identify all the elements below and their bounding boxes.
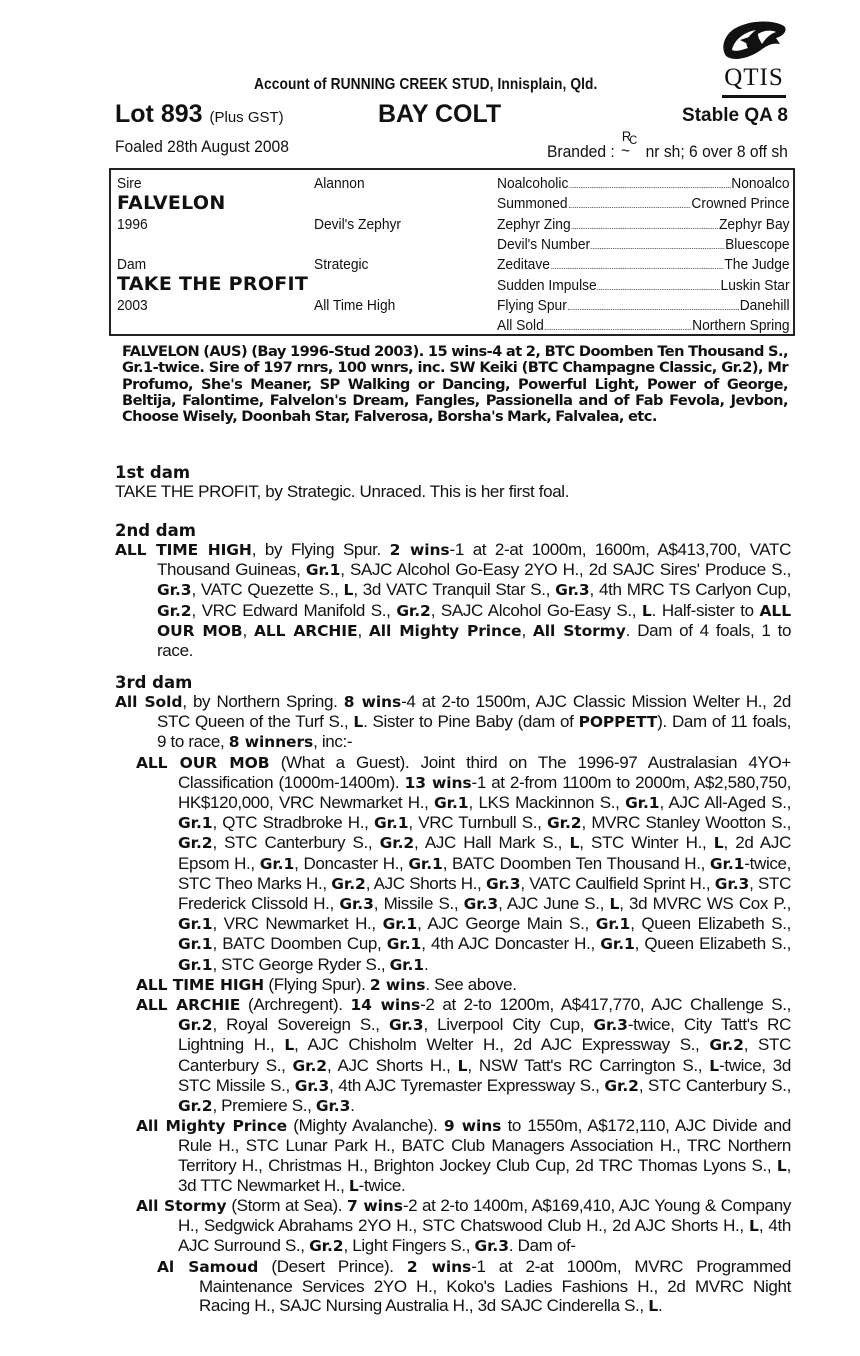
bold-highlight: 2 wins — [369, 975, 426, 994]
bold-highlight: Gr.2 — [604, 1076, 639, 1095]
bold-highlight: Gr.3 — [714, 874, 750, 893]
bold-highlight: Gr.2 — [292, 1056, 327, 1075]
bold-highlight: Gr.3 — [555, 581, 590, 600]
first-dam-text: TAKE THE PROFIT, by Strategic. Unraced. This is her first foal. — [115, 482, 570, 501]
bold-highlight: Gr.3 — [593, 1016, 628, 1035]
bold-highlight: L — [641, 601, 652, 620]
bold-highlight: L — [749, 1217, 759, 1236]
bold-highlight: ALL ARCHIE — [253, 621, 358, 640]
bold-highlight: L — [343, 581, 354, 600]
sire-summary: FALVELON (AUS) (Bay 1996-Stud 2003). 15 wins-4 at 2, BTC Doomben Ten Thousand S., Gr.1-twice. Sire of 197 rnrs, 100 wnrs, inc. SW Keiki (BTC Champagne Classic, Gr.2), Mr Profumo, She's Meaner, SP Walking or Dancing, Powerful Light, Power of George, Beltija, Falontime, Falvelon's Dream, Fangles, Passionella and of Fab Fevola, Jevbon, Choose Wisely, Doonbah Star, Falverosa, Borsha's Mark, Falvalea, etc. — [122, 343, 788, 426]
first-dam-section — [115, 463, 791, 501]
bold-highlight: L — [569, 834, 580, 853]
bold-highlight: All Sold — [115, 693, 183, 711]
sire-label: Sire — [117, 175, 142, 192]
dam-year: 2003 — [117, 297, 148, 314]
produce-entry: Al Samoud (Desert Prince). 2 wins-1 at 2-at 1000m, MVRC Programmed Maintenance Services 2YO H., Koko's Ladies Fashions H., 2d MVRC Night Racing H., SAJC Nursing Australia H., 3d SAJC Cinderella S., L. — [157, 1256, 792, 1316]
logo-underline — [722, 95, 786, 98]
produce-entry: ALL ARCHIE (Archregent). 14 wins-2 at 2-to 1200m, A$417,770, AJC Challenge S., Gr.2, Royal Sovereign S., Gr.3, Liverpool City Cup, Gr.3-twice, City Tatt's RC Lightning H., L, AJC Chisholm Welter H., 2d AJC Expressway S., Gr.2, STC Canterbury S., Gr.2, AJC Shorts H., L, NSW Tatt's RC Carrington S., L-twice, 3d STC Missile S., Gr.3, 4th AJC Tyremaster Expressway S., Gr.2, STC Canterbury S., Gr.2, Premiere S., Gr.3. — [136, 995, 792, 1116]
branded-detail: nr sh; 6 over 8 off sh — [645, 142, 788, 161]
grandparent-row: Devil's Number Bluescope — [497, 236, 790, 253]
bold-highlight: Gr.3 — [485, 874, 521, 893]
bold-highlight: Gr.1 — [600, 935, 635, 954]
bold-highlight: ALL OUR MOB — [136, 753, 270, 772]
bold-highlight: L — [353, 713, 364, 732]
bold-highlight: Gr.1 — [434, 794, 469, 813]
grandparent-row: Noalcoholic Nonoalco — [497, 175, 790, 192]
bold-highlight: All Stormy — [532, 621, 626, 640]
bold-highlight: Gr.2 — [309, 1237, 344, 1256]
bold-highlight: Al Samoud — [157, 1257, 259, 1276]
third-dam-heading: 3rd dam — [115, 673, 193, 692]
qtis-logo-text: QTIS — [724, 64, 784, 91]
bold-highlight: Gr.1 — [178, 935, 213, 954]
bold-highlight: Gr.1 — [625, 794, 660, 813]
bold-highlight: Gr.2 — [178, 1016, 213, 1035]
bold-highlight: Gr.2 — [178, 1097, 213, 1116]
bold-highlight: ALL OUR MOB — [157, 601, 791, 640]
bold-highlight: Gr.1 — [408, 854, 443, 873]
first-dam-heading: 1st dam — [115, 463, 191, 482]
bold-highlight: L — [776, 1156, 787, 1175]
grandparent-row: Sudden Impulse Luskin Star — [497, 277, 790, 294]
bold-highlight: Gr.1 — [709, 854, 745, 873]
bold-highlight: All Mighty Prince — [136, 1117, 287, 1136]
bold-highlight: Gr.3 — [339, 895, 374, 914]
lot-label: Lot 893 — [115, 100, 203, 128]
grandparent-row: All Sold Northern Spring — [497, 317, 790, 334]
bold-highlight: ALL TIME HIGH — [115, 541, 252, 559]
sire-name: FALVELON — [117, 192, 226, 214]
bold-highlight: 2 wins — [389, 541, 450, 559]
foaled-date: Foaled 28th August 2008 — [115, 137, 289, 156]
second-dam-heading: 2nd dam — [115, 521, 196, 540]
bold-highlight: Gr.2 — [396, 601, 431, 620]
bold-highlight: 9 wins — [443, 1117, 502, 1136]
bold-highlight: Gr.3 — [315, 1097, 351, 1116]
dam-dam: All Time High — [314, 297, 396, 314]
bold-highlight: Gr.3 — [463, 895, 499, 914]
bold-highlight: L — [348, 1176, 359, 1195]
stable-number: Stable QA 8 — [682, 105, 788, 126]
bold-highlight: Gr.3 — [474, 1237, 509, 1256]
bold-highlight: Gr.3 — [294, 1076, 330, 1095]
third-dam-section — [115, 673, 791, 1316]
bold-highlight: Gr.2 — [379, 834, 415, 853]
grandparent-row: Summoned Crowned Prince — [497, 195, 790, 212]
produce-entry: All Sold, by Northern Spring. 8 wins-4 at 2-to 1500m, AJC Classic Mission Welter H., 2d STC Queen of the Turf S., L. Sister to Pine Baby (dam of POPPETT). Dam of 11 foals, 9 to race, 8 winners, inc:- — [115, 692, 791, 752]
bold-highlight: 7 wins — [346, 1197, 403, 1216]
pedigree-table — [109, 168, 795, 336]
bold-highlight: L — [713, 834, 724, 853]
bold-highlight: POPPETT — [578, 713, 658, 732]
qtis-logo — [718, 18, 790, 100]
grandparent-row: Flying Spur Danehill — [497, 297, 790, 314]
sire-sire: Alannon — [314, 175, 365, 192]
bold-highlight: Gr.2 — [709, 1036, 744, 1055]
bold-highlight: L — [609, 895, 620, 914]
horse-description: BAY COLT — [378, 100, 502, 128]
dam-name: TAKE THE PROFIT — [117, 273, 309, 295]
second-dam-entry: ALL TIME HIGH, by Flying Spur. 2 wins-1 at 2-at 1000m, 1600m, A$413,700, VATC Thousand Guineas, Gr.1, SAJC Alcohol Go-Easy 2YO H., 2d SAJC Sires' Produce S., Gr.3, VATC Quezette S., L, 3d VATC Tranquil Star S., Gr.3, 4th MRC TS Carlyon Cup, Gr.2, VRC Edward Manifold S., Gr.2, SAJC Alcohol Go-Easy S., L. Half-sister to ALL OUR MOB, ALL ARCHIE, All Mighty Prince, All Stormy. Dam of 4 foals, 1 to race. — [115, 540, 792, 661]
produce-entry: All Mighty Prince (Mighty Avalanche). 9 wins to 1550m, A$172,110, AJC Divide and Rule H., STC Lunar Park H., BATC Club Managers Association H., TRC Northern Territory H., Christmas H., Brighton Jockey Club Cup, 2d TRC Thomas Lyons S., L, 3d TTC Newmarket H., L-twice. — [136, 1116, 791, 1195]
grandparent-row: Zeditave The Judge — [497, 256, 790, 273]
brand-info — [547, 128, 788, 162]
bold-highlight: L — [284, 1036, 295, 1055]
bold-highlight: ALL TIME HIGH — [136, 975, 265, 994]
bold-highlight: Gr.1 — [259, 854, 295, 873]
vendor-account: Account of RUNNING CREEK STUD, Innisplain, Qld. — [254, 76, 598, 93]
bold-highlight: L — [648, 1297, 658, 1316]
bold-highlight: 8 winners — [228, 733, 314, 752]
dam-label: Dam — [117, 256, 147, 273]
bold-highlight: Gr.1 — [389, 955, 424, 974]
bold-highlight: Gr.1 — [386, 935, 422, 954]
bold-highlight: L — [457, 1056, 468, 1075]
bold-highlight: Gr.3 — [157, 581, 192, 600]
dam-sire: Strategic — [314, 256, 369, 273]
bold-highlight: ALL ARCHIE — [136, 996, 241, 1015]
bold-highlight: Gr.1 — [178, 814, 213, 833]
produce-entry: ALL OUR MOB (What a Guest). Joint third on The 1996-97 Australasian 4YO+ Classification (1000m-1400m). 13 wins-1 at 2-from 1100m to 2000m, A$2,580,750, HK$120,000, VRC Newmarket H., Gr.1, LKS Mackinnon S., Gr.1, AJC All-Aged S., Gr.1, QTC Stradbroke H., Gr.1, VRC Turnbull S., Gr.2, MVRC Stanley Wootton S., Gr.2, STC Canterbury S., Gr.2, AJC Hall Mark S., L, STC Winter H., L, 2d AJC Epsom H., Gr.1, Doncaster H., Gr.1, BATC Doomben Ten Thousand H., Gr.1-twice, STC Theo Marks H., Gr.2, AJC Shorts H., Gr.3, VATC Caulfield Sprint H., Gr.3, STC Frederick Clissold H., Gr.3, Missile S., Gr.3, AJC June S., L, 3d MVRC WS Cox P., Gr.1, VRC Newmarket H., Gr.1, AJC George Main S., Gr.1, Queen Elizabeth S., Gr.1, BATC Doomben Cup, Gr.1, 4th AJC Doncaster H., Gr.1, Queen Elizabeth S., Gr.1, STC George Ryder S., Gr.1. — [136, 752, 792, 974]
bold-highlight: 14 wins — [350, 996, 421, 1015]
branded-label: Branded : — [547, 142, 615, 161]
bold-highlight: Gr.1 — [382, 915, 418, 934]
lot-gst-note: (Plus GST) — [209, 109, 284, 126]
sire-dam: Devil's Zephyr — [314, 216, 401, 233]
bold-highlight: Gr.2 — [547, 814, 582, 833]
produce-entry: ALL TIME HIGH (Flying Spur). 2 wins. See above. — [136, 974, 517, 994]
bold-highlight: All Mighty Prince — [368, 621, 522, 640]
bold-highlight: Gr.1 — [595, 915, 631, 934]
bold-highlight: Gr.1 — [373, 814, 409, 833]
bold-highlight: Gr.2 — [157, 601, 192, 620]
produce-entry: All Stormy (Storm at Sea). 7 wins-2 at 2-to 1400m, A$169,410, AJC Young & Company H., Sedgwick Abrahams 2YO H., STC Chatswood Club H., 2d AJC Shorts H., L, 4th AJC Surround S., Gr.2, Light Fingers S., Gr.3. Dam of- — [136, 1196, 792, 1256]
bold-highlight: Gr.1 — [178, 915, 213, 934]
bold-highlight: Gr.2 — [331, 874, 366, 893]
bold-highlight: 8 wins — [343, 693, 402, 711]
bold-highlight: Gr.1 — [178, 955, 213, 974]
bold-highlight: Gr.3 — [389, 1016, 424, 1035]
bold-highlight: 13 wins — [404, 773, 472, 792]
bold-highlight: 2 wins — [406, 1257, 472, 1276]
brand-mark-icon: R C ~ — [621, 128, 638, 160]
bold-highlight: All Stormy — [136, 1197, 227, 1216]
second-dam-section — [115, 521, 791, 660]
sire-year: 1996 — [117, 216, 148, 233]
bold-highlight: Gr.2 — [178, 834, 213, 853]
grandparent-row: Zephyr Zing Zephyr Bay — [497, 216, 790, 233]
qtis-logo-icon — [718, 18, 790, 64]
bold-highlight: Gr.1 — [305, 561, 341, 580]
bold-highlight: L — [709, 1056, 720, 1075]
lot-number — [115, 100, 284, 129]
